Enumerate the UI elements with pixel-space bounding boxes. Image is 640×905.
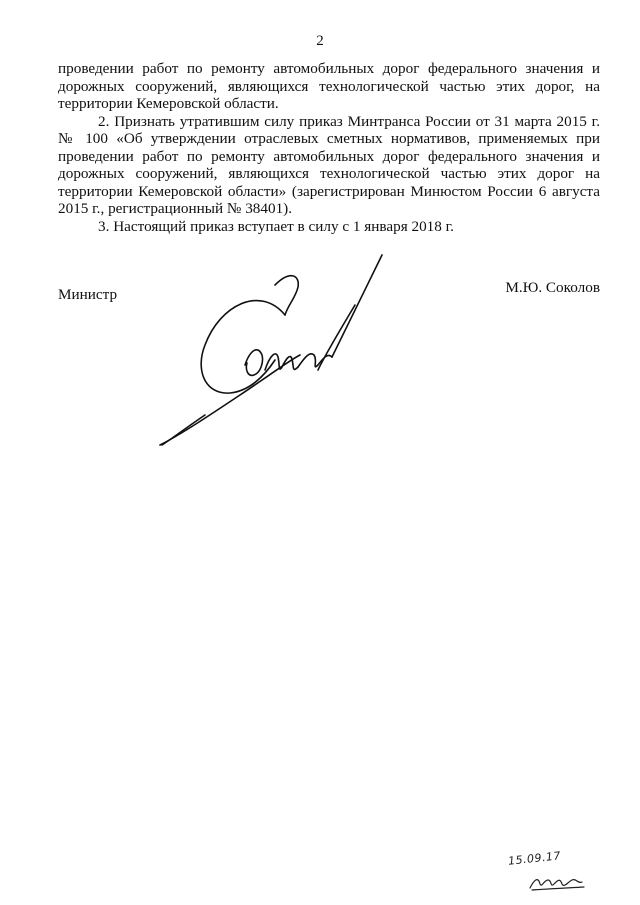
paragraph-continuation: проведении работ по ремонту автомобильных дорог федерального значения и дорожных сооружений, являющихся технологической частью этих дорог, на территории Кемеровской области. bbox=[58, 60, 600, 112]
handwritten-date: 15.09.17 bbox=[507, 849, 562, 868]
page-number: 2 bbox=[316, 33, 324, 49]
signatory-name: М.Ю. Соколов bbox=[505, 279, 600, 296]
handwritten-note bbox=[507, 849, 598, 897]
document-body bbox=[58, 60, 600, 235]
handwritten-initials-mark bbox=[526, 870, 586, 892]
paragraph-item-2: 2. Признать утратившим силу приказ Минтранса России от 31 марта 2015 г. № 100 «Об утверждении отраслевых сметных нормативов, применяемых при проведении работ по ремонту автомобильных дорог федерального значения и дорожных сооружений, являющихся технологической частью этих дорог на территории Кемеровской области» (зарегистрирован Минюстом России 6 августа 2015 г., регистрационный № 38401). bbox=[58, 112, 600, 217]
paragraph-item-3: 3. Настоящий приказ вступает в силу с 1 января 2018 г. bbox=[98, 217, 454, 235]
signatory-title: Министр bbox=[58, 286, 118, 303]
signature-mark bbox=[150, 245, 390, 460]
